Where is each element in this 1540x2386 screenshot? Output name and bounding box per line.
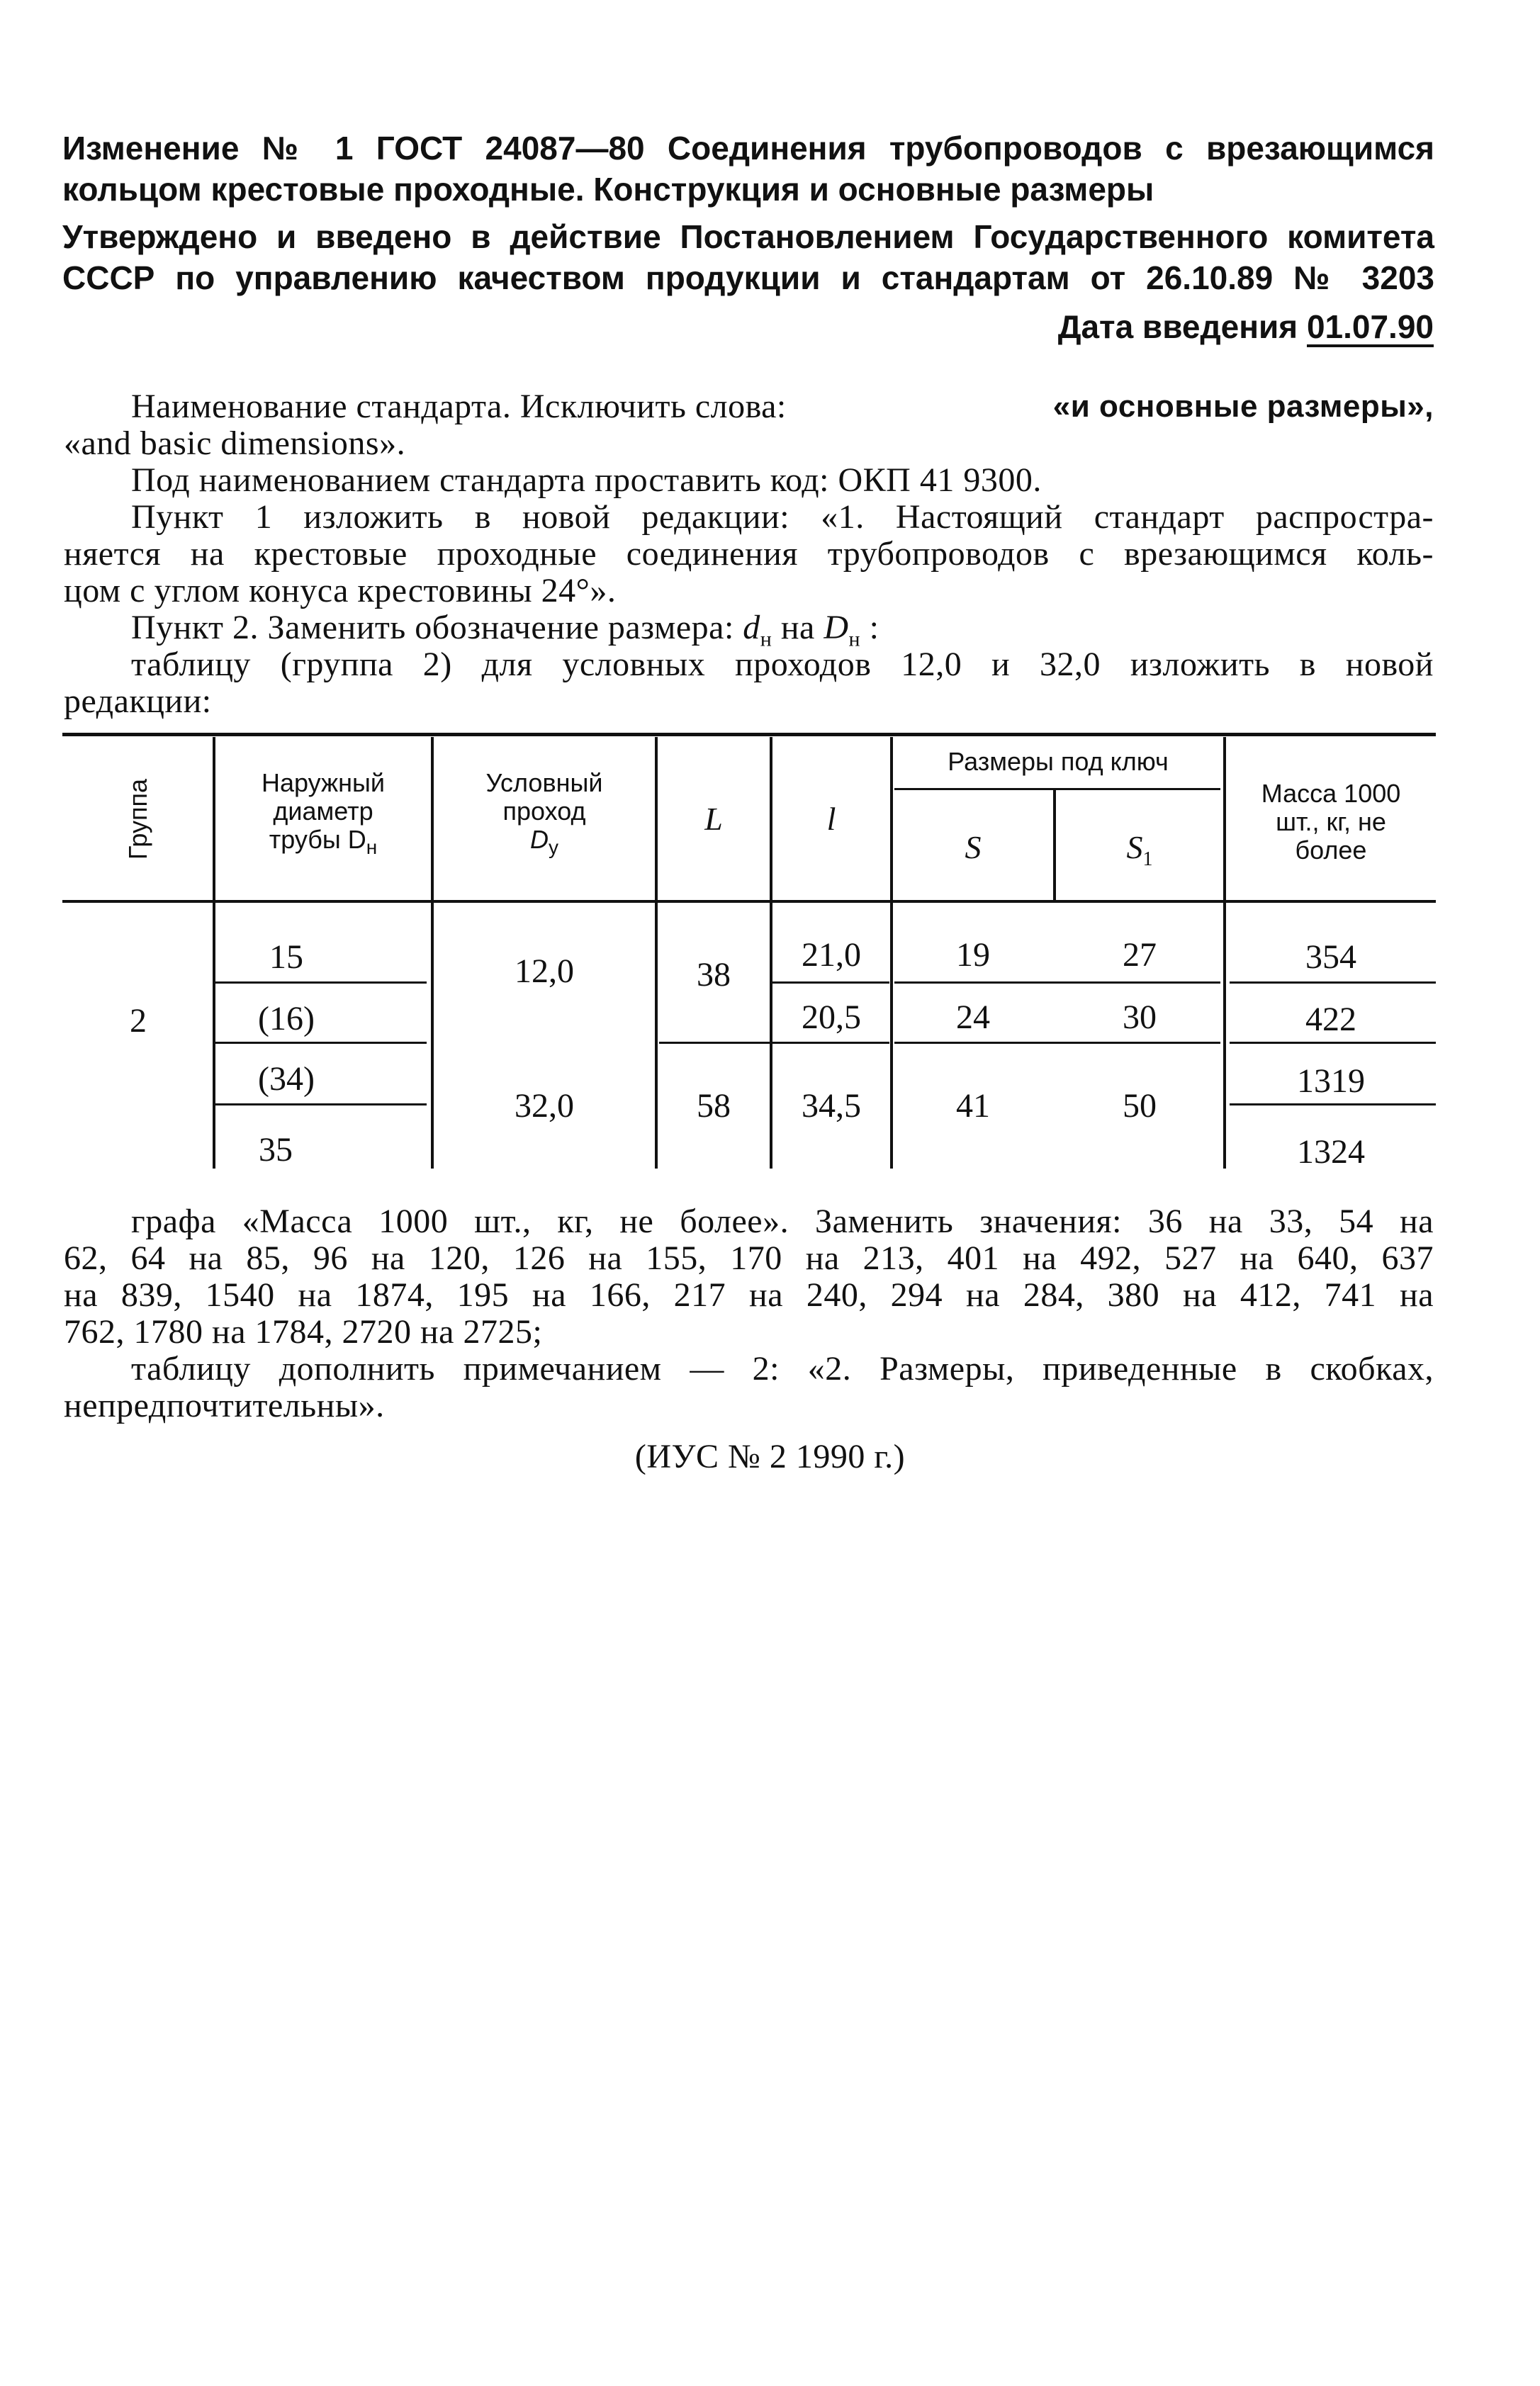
note-line-1: таблицу дополнить примечанием — 2: «2. Размеры, приведенные в скобках, bbox=[131, 1350, 1434, 1388]
mass-line-3: на 839, 1540 на 1874, 195 на 166, 217 на 240, 294 на 284, 380 на 412, 741 на bbox=[64, 1276, 1434, 1314]
row-rule bbox=[894, 1042, 1220, 1044]
p4-na: на bbox=[780, 609, 815, 646]
header-mass-l3: более bbox=[1295, 835, 1367, 865]
cell-mass: 422 bbox=[1305, 1001, 1356, 1038]
header-mass-l2: шт., кг, не bbox=[1276, 807, 1386, 836]
header-nominal-bore-l3-text: D bbox=[530, 825, 549, 854]
mass-line-4: 762, 1780 на 1784, 2720 на 2725; bbox=[64, 1313, 543, 1351]
row-rule bbox=[215, 981, 427, 984]
approval-line-1: Утверждено и введено в действие Постановлением Государственного комитета bbox=[62, 218, 1434, 255]
p3-line-1: Пункт 1 изложить в новой редакции: «1. Настоящий стандарт распростра- bbox=[131, 498, 1434, 536]
row-rule bbox=[772, 1042, 889, 1044]
cell-mass: 1319 bbox=[1297, 1062, 1365, 1100]
row-rule bbox=[772, 981, 889, 984]
p4-colon: : bbox=[869, 609, 879, 646]
p4-text: Пункт 2. Заменить обозначение размера: bbox=[131, 609, 734, 646]
source-reference: (ИУС № 2 1990 г.) bbox=[634, 1438, 906, 1475]
note-line-2: непредпочтительны». bbox=[64, 1387, 385, 1424]
p4-Dn: D bbox=[824, 609, 849, 646]
header-group: Группа bbox=[123, 778, 152, 860]
header-outer-diameter bbox=[215, 769, 431, 862]
header-outer-diameter-l3 bbox=[215, 826, 431, 862]
cell-group: 2 bbox=[130, 1002, 147, 1040]
header-outer-diameter-l2: диаметр bbox=[273, 797, 373, 826]
row-rule bbox=[1230, 981, 1436, 984]
p3-line-3: цом с углом конуса крестовины 24°». bbox=[64, 572, 617, 609]
row-rule bbox=[659, 1042, 772, 1044]
wrench-header-rule bbox=[894, 788, 1220, 790]
header-wrench-sizes: Размеры под ключ bbox=[948, 747, 1169, 776]
cell-S1: 30 bbox=[1123, 998, 1157, 1036]
header-S1 bbox=[1056, 829, 1223, 878]
table-top-rule bbox=[62, 733, 1436, 736]
header-S: S bbox=[965, 829, 982, 865]
cell-mass: 1324 bbox=[1297, 1133, 1365, 1171]
header-mass-l1: Масса 1000 bbox=[1261, 779, 1401, 808]
p4-Dn-sub: н bbox=[848, 627, 861, 651]
mass-line-2: 62, 64 на 85, 96 на 120, 126 на 155, 170 на 213, 401 на 492, 527 на 640, 637 bbox=[64, 1239, 1434, 1277]
cell-l: 20,5 bbox=[802, 998, 861, 1036]
effective-date-value: 01.07.90 bbox=[1307, 309, 1434, 347]
table-header-bottom-rule bbox=[62, 900, 1436, 903]
header-mass bbox=[1226, 780, 1436, 865]
cell-du: 32,0 bbox=[515, 1087, 574, 1125]
cell-dn: 35 bbox=[259, 1131, 293, 1169]
header-outer-diameter-l1: Наружный bbox=[262, 768, 385, 797]
p3-line-2: няется на крестовые проходные соединения трубопроводов с врезающимся коль- bbox=[64, 535, 1434, 573]
effective-date-label: Дата введения bbox=[1057, 308, 1298, 345]
header-nominal-bore bbox=[434, 769, 655, 862]
p2-okp-code: Под наименованием стандарта проставить код: ОКП 41 9300. bbox=[131, 461, 1042, 499]
p5-line-2: редакции: bbox=[64, 682, 212, 720]
cell-S1: 27 bbox=[1123, 936, 1157, 974]
col-rule bbox=[655, 903, 658, 1169]
cell-S1: 50 bbox=[1123, 1087, 1157, 1125]
cell-dn: 15 bbox=[269, 938, 303, 976]
header-nominal-bore-sub: у bbox=[549, 836, 558, 859]
row-rule bbox=[894, 981, 1220, 984]
p4-dn-sub: н bbox=[760, 627, 772, 651]
header-L: L bbox=[704, 801, 723, 837]
header-outer-diameter-l3-text: трубы D bbox=[269, 825, 366, 854]
row-rule bbox=[215, 1042, 427, 1044]
p1-english: «and basic dimensions». bbox=[64, 424, 406, 462]
header-S1-text: S bbox=[1126, 829, 1143, 865]
header-S1-sub: 1 bbox=[1142, 848, 1153, 871]
title-line-1: Изменение № 1 ГОСТ 24087—80 Соединения трубопроводов с врезающимся bbox=[62, 130, 1434, 167]
cell-du: 12,0 bbox=[515, 952, 574, 990]
header-nominal-bore-l1: Условный bbox=[485, 768, 603, 797]
p1-text: Наименование стандарта. Исключить слова: bbox=[131, 388, 787, 425]
cell-mass: 354 bbox=[1305, 938, 1356, 976]
cell-dn: (16) bbox=[258, 1000, 315, 1037]
row-rule bbox=[215, 1103, 427, 1105]
effective-date bbox=[1058, 306, 1434, 347]
col-rule bbox=[431, 903, 434, 1169]
header-outer-diameter-sub: н bbox=[366, 836, 378, 859]
cell-L: 58 bbox=[697, 1087, 731, 1125]
cell-L: 38 bbox=[697, 956, 731, 994]
header-l: l bbox=[826, 801, 836, 837]
header-nominal-bore-l3 bbox=[434, 826, 655, 862]
approval-line-2: СССР по управлению качеством продукции и стандартам от 26.10.89 № 3203 bbox=[62, 259, 1434, 296]
header-nominal-bore-l2: проход bbox=[502, 797, 586, 826]
cell-dn: (34) bbox=[258, 1060, 315, 1098]
row-rule bbox=[1230, 1103, 1436, 1105]
cell-l: 34,5 bbox=[802, 1087, 861, 1125]
title-line-2: кольцом крестовые проходные. Конструкция и основные размеры bbox=[62, 171, 1154, 208]
mass-line-1: графа «Масса 1000 шт., кг, не более». Заменить значения: 36 на 33, 54 на bbox=[131, 1203, 1434, 1240]
cell-l: 21,0 bbox=[802, 936, 861, 974]
p1-bold: «и основные размеры», bbox=[1052, 389, 1434, 424]
cell-S: 24 bbox=[956, 998, 990, 1036]
row-rule bbox=[1230, 1042, 1436, 1044]
p5-line-1: таблицу (группа 2) для условных проходов 12,0 и 32,0 изложить в новой bbox=[131, 646, 1434, 683]
p4-dn: d bbox=[743, 609, 760, 646]
cell-S: 41 bbox=[956, 1087, 990, 1125]
cell-S: 19 bbox=[956, 936, 990, 974]
